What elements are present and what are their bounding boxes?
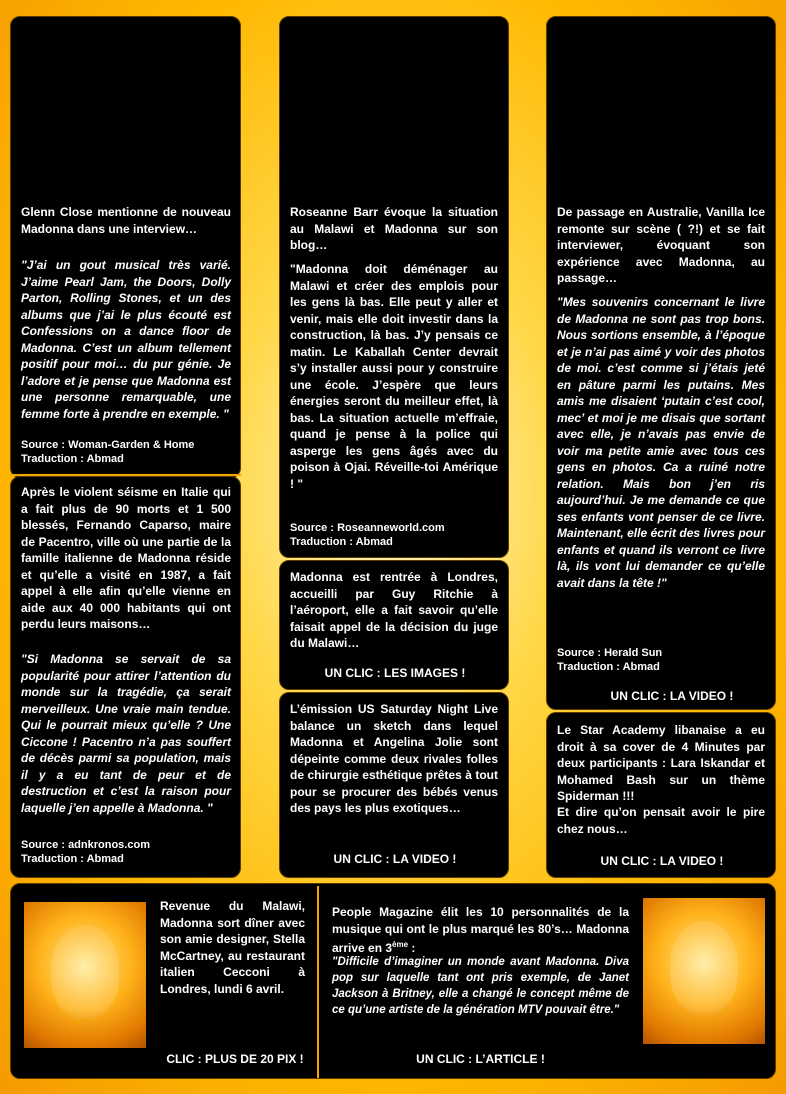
vanilla-ice-video-link[interactable]: UN CLIC : LA VIDEO ! <box>610 689 734 703</box>
images-link[interactable]: UN CLIC : LES IMAGES ! <box>324 666 466 680</box>
snl-sketch-text: L’émission US Saturday Night Live balance un sketch dans lequel Madonna et Angelina Jolie sont dépeinte comme deux rivales folles de chirurgie esthétique prêtes à tout pour se procurer des bébés venus des pays les plus exotiques… <box>290 702 498 815</box>
star-academy-text-2: Et dire qu’on pensait avoir le pire chez nous… <box>557 805 765 836</box>
italy-earthquake-intro: Après le violent séisme en Italie qui a fait plus de 90 morts et 1 500 blessés, Fernando Caparso, maire de Pacentro, ville où une partie de la famille italienne de Madonna réside et qu’elle a visité en 1987, a fait appel à elle afin qu’elle vienne en aide aux 40 000 habitants qui ont perdu leurs maisons… <box>21 485 231 631</box>
vanilla-ice-translation: Traduction : Abmad <box>557 661 660 673</box>
bottom-divider <box>317 886 319 1078</box>
glenn-close-panel <box>10 16 241 478</box>
bottom-panel <box>10 883 776 1079</box>
london-return-panel <box>279 560 509 690</box>
italy-earthquake-panel <box>10 476 241 878</box>
article-link[interactable]: UN CLIC : L’ARTICLE ! <box>416 1052 545 1066</box>
vanilla-ice-quote: "Mes souvenirs concernant le livre de Madonna ne sont pas trop bons. Nous sortions ensemble, à l’époque et je n’ai pas aimé y voir des photos de moi. c’est comme si j’étais jeté en pâture parmi les putains. Mes amis me disaient ‘putain c’est cool, mec’ et moi je me disais que sortant avec elle, je n’avais pas envie de voir ma petite amie avec tous ces gens en photos. Ca a ruiné notre relation. Mais bon j’en ris aujourd’hui. Je me demande ce que ses enfants vont penser de ce livre. Maintenant, elle écrit des livres pour enfants et quand ils verront ce livre là, ils vont lui demander ce qu’elle avait dans la tête !" <box>557 295 765 590</box>
italy-earthquake-translation: Traduction : Abmad <box>21 853 124 865</box>
london-return-text: Madonna est rentrée à Londres, accueilli par Guy Ritchie à l’aéroport, elle a fait savoir qu’elle faisait appel de la décision du juge du Malawi… <box>290 570 498 650</box>
roseanne-barr-intro: Roseanne Barr évoque la situation au Malawi et Madonna sur son blog… <box>290 205 498 252</box>
people-magazine-intro-end: : <box>408 941 416 955</box>
italy-earthquake-source: Source : adnkronos.com <box>21 839 150 851</box>
madonna-80s-photo <box>643 898 765 1044</box>
people-magazine-quote: "Difficile d’imaginer un monde avant Madonna. Diva pop sur laquelle tant ont pris exemple, de Janet Jackson à Britney, elle a changé le concept même de ce qu’une artiste de la génération MTV pouvait être." <box>332 956 629 1016</box>
vanilla-ice-intro: De passage en Australie, Vanilla Ice remonte sur scène ( ?!) et se fait interviewer, évoquant son expérience avec Madonna, au passage… <box>557 205 765 285</box>
column1-divider <box>10 474 241 476</box>
glenn-close-intro: Glenn Close mentionne de nouveau Madonna dans une interview… <box>21 205 231 236</box>
madonna-dinner-photo <box>24 902 146 1048</box>
snl-video-link[interactable]: UN CLIC : LA VIDEO ! <box>333 852 457 866</box>
glenn-close-quote: "J’ai un gout musical très varié. J’aime Pearl Jam, the Doors, Dolly Parton, Rolling Stones, et un des albums que j’ai le plus écouté est Confessions on a dance floor de Madonna. C’est un album tellement positif pour moi… du pur génie. Je l’adore et je pense que Madonna est une personne remarquable, une femme forte à prendre en exemple. " <box>21 258 231 421</box>
roseanne-barr-quote: "Madonna doit déménager au Malawi et créer des emplois pour les gens là bas. Elle peut y aller et venir, mais elle doit investir dans la construction, là bas. J’y pensais ce matin. Le Kaballah Center devrait s’y installer aussi pour y construire une école. J’espère que leurs énergies seront du meilleur effet, là bas. La situation actuelle m’effraie, quand je pense à la police qui asperge les gens âgés avec du poison à Ojai. Réveille-toi Amérique ! " <box>290 262 498 491</box>
star-academy-video-link[interactable]: UN CLIC : LA VIDEO ! <box>600 854 724 868</box>
rank-suffix: ème <box>392 940 409 949</box>
glenn-close-translation: Traduction : Abmad <box>21 453 124 465</box>
star-academy-text: Le Star Academy libanaise a eu droit à sa cover de 4 Minutes par deux participants : Lara Iskandar et Mohamed Bash sur un thème Spiderman !!! <box>557 723 765 803</box>
people-magazine-intro-text: People Magazine élit les 10 personnalités de la musique qui ont le plus marqué les 80’s… Madonna arrive en 3 <box>332 905 629 955</box>
vanilla-ice-panel <box>546 16 776 710</box>
star-academy-panel <box>546 712 776 878</box>
glenn-close-source: Source : Woman-Garden & Home <box>21 439 195 451</box>
vanilla-ice-source: Source : Herald Sun <box>557 647 663 659</box>
roseanne-barr-panel <box>279 16 509 558</box>
snl-sketch-panel <box>279 692 509 878</box>
roseanne-barr-source: Source : Roseanneworld.com <box>290 522 445 534</box>
dinner-pix-link[interactable]: CLIC : PLUS DE 20 PIX ! <box>166 1052 304 1066</box>
italy-earthquake-quote: "Si Madonna se servait de sa popularité pour attirer l’attention du monde sur la tragédie, ça serait merveilleux. Une vraie main tendue. Qui le pourrait mieux qu’elle ? Une Ciccone ! Pacentro n’a pas souffert de décès parmi sa population, mais il y a eu tant de peur et de destruction et c’est la raison pour laquelle j’en appelle à Madonna. " <box>21 652 231 815</box>
roseanne-barr-translation: Traduction : Abmad <box>290 536 393 548</box>
dinner-text: Revenue du Malawi, Madonna sort dîner avec son amie designer, Stella McCartney, au restaurant italien Cecconi à Londres, lundi 6 avril. <box>160 899 305 996</box>
people-magazine-intro <box>332 904 629 957</box>
